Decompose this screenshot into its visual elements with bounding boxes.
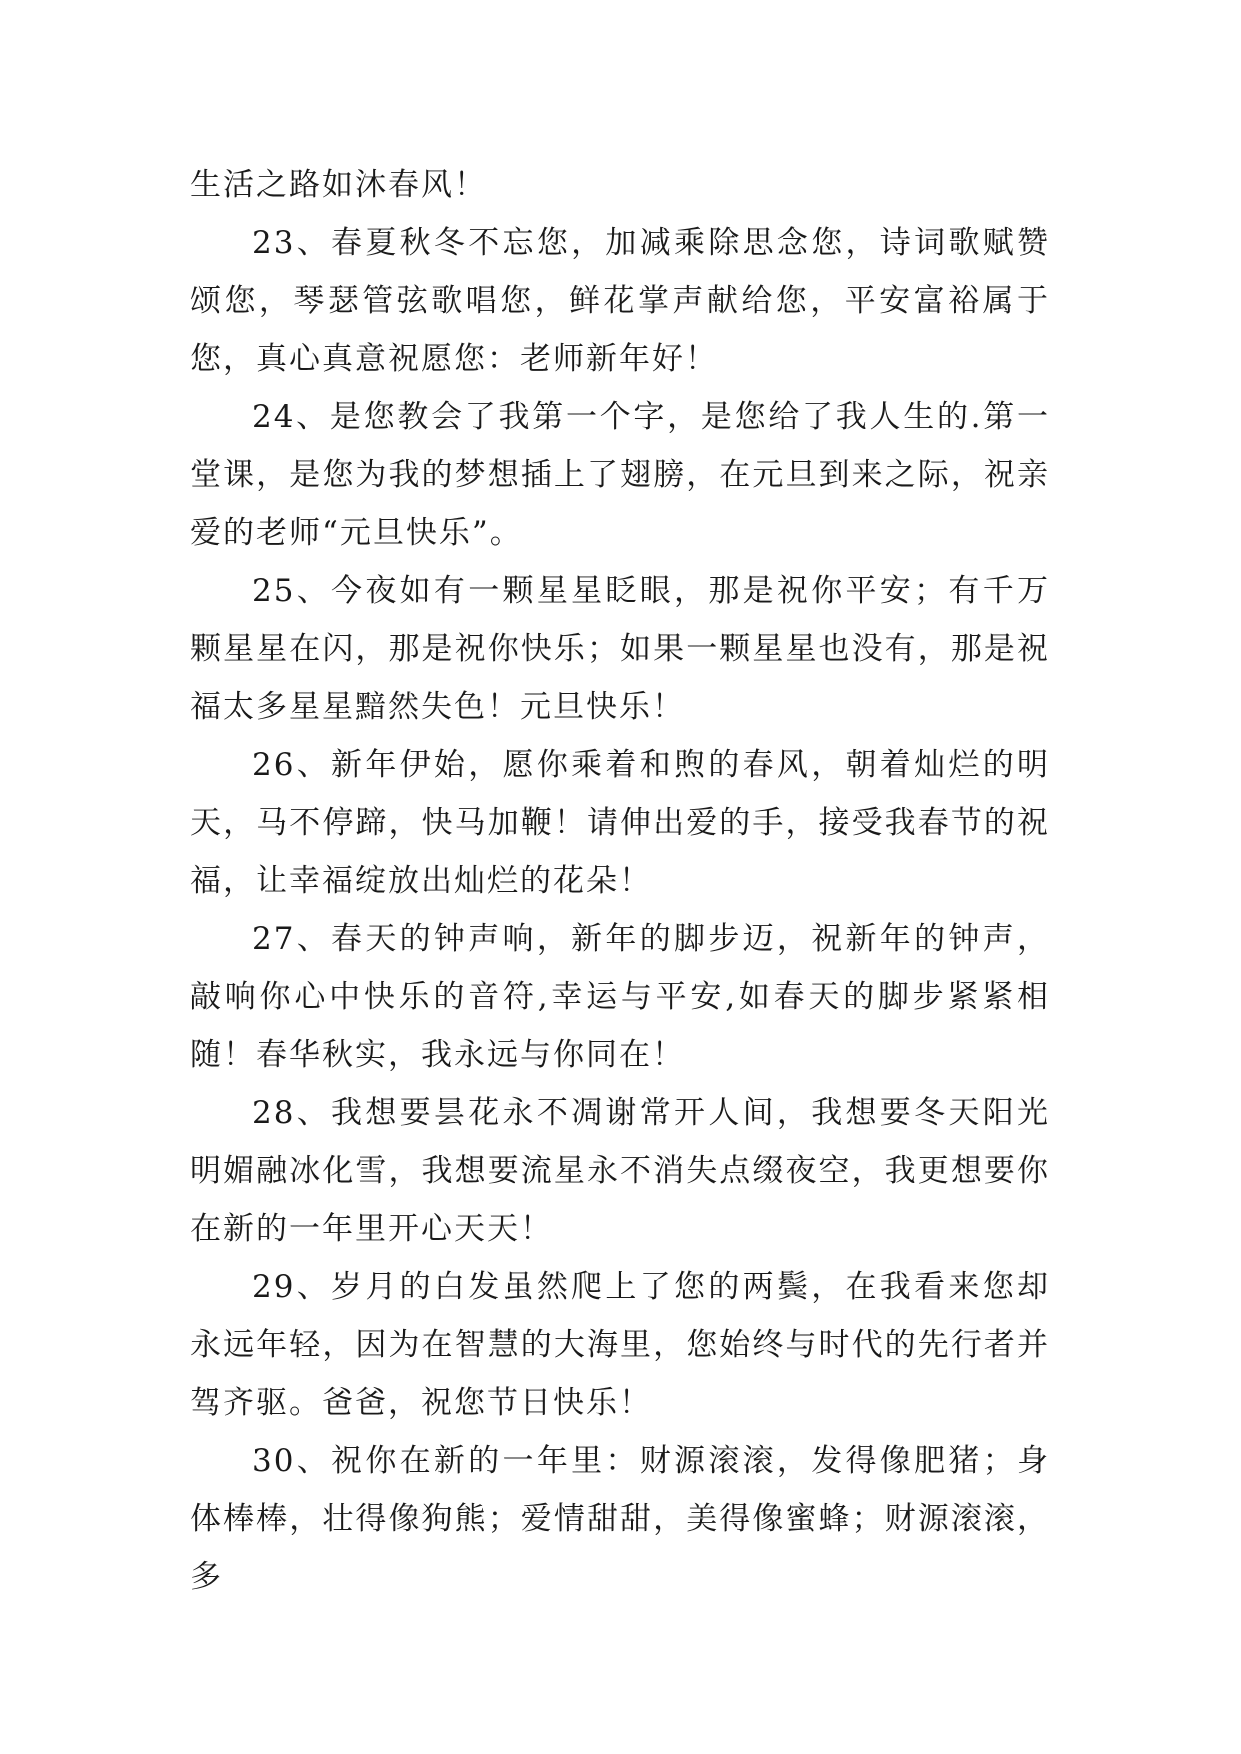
paragraph-29: 29、岁月的白发虽然爬上了您的两鬓，在我看来您却永远年轻，因为在智慧的大海里，您始终与时代的先行者并驾齐驱。爸爸，祝您节日快乐！ — [190, 1269, 1050, 1421]
paragraph-23: 23、春夏秋冬不忘您，加减乘除思念您，诗词歌赋赞颂您，琴瑟管弦歌唱您，鲜花掌声献给您，平安富裕属于您，真心真意祝愿您：老师新年好！ — [190, 225, 1050, 377]
paragraph-continuation: 生活之路如沐春风！ — [190, 167, 487, 203]
paragraph-28: 28、我想要昙花永不凋谢常开人间，我想要冬天阳光明媚融冰化雪，我想要流星永不消失点缀夜空，我更想要你在新的一年里开心天天！ — [190, 1095, 1050, 1247]
paragraph-26: 26、新年伊始，愿你乘着和煦的春风，朝着灿烂的明天，马不停蹄，快马加鞭！请伸出爱的手，接受我春节的祝福，让幸福绽放出灿烂的花朵！ — [190, 747, 1050, 899]
paragraph-27: 27、春天的钟声响，新年的脚步迈，祝新年的钟声，敲响你心中快乐的音符,幸运与平安,如春天的脚步紧紧相随！春华秋实，我永远与你同在！ — [190, 921, 1050, 1073]
paragraph-25: 25、今夜如有一颗星星眨眼，那是祝你平安；有千万颗星星在闪，那是祝你快乐；如果一颗星星也没有，那是祝福太多星星黯然失色！元旦快乐！ — [190, 573, 1050, 725]
document-body — [190, 156, 1050, 1606]
paragraph-24: 24、是您教会了我第一个字，是您给了我人生的.第一堂课，是您为我的梦想插上了翅膀，在元旦到来之际，祝亲爱的老师“元旦快乐”。 — [190, 399, 1050, 551]
paragraph-30: 30、祝你在新的一年里：财源滚滚，发得像肥猪；身体棒棒，壮得像狗熊；爱情甜甜，美得像蜜蜂；财源滚滚，多 — [190, 1443, 1050, 1595]
